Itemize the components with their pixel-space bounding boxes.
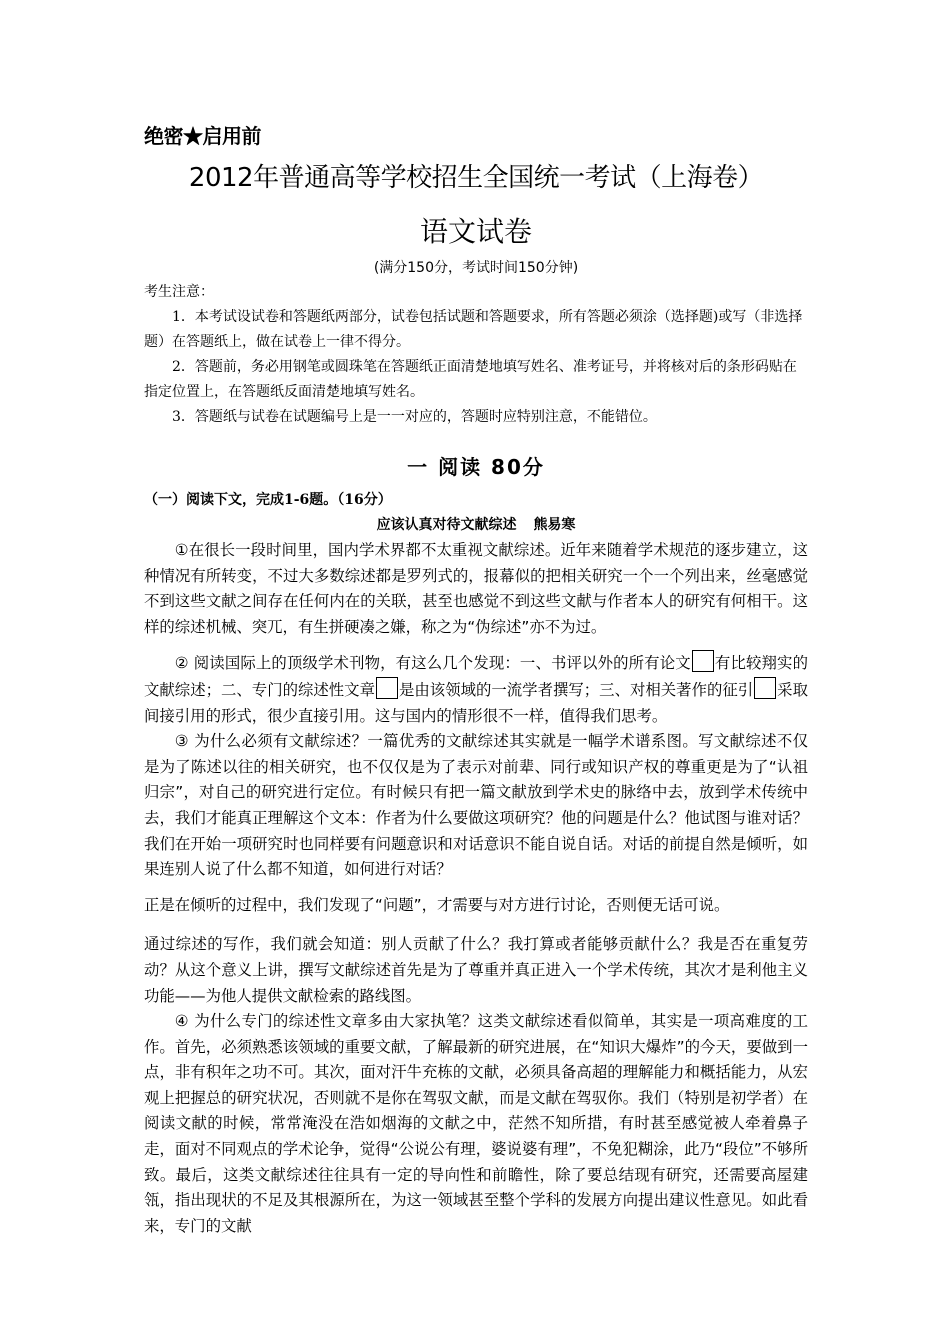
exam-page (144, 118, 808, 1239)
article-heading (144, 512, 808, 538)
exam-subtitle: 语文试卷 (419, 215, 532, 248)
question-heading: （一）阅读下文，完成1-6题。（16分） (144, 492, 392, 508)
article-author: 熊易寒 (533, 517, 576, 533)
score-time-note: (满分150分，考试时间150分钟) (373, 260, 579, 276)
paragraph-3: ③ 为什么必须有文献综述？一篇优秀的文献综述其实就是一幅学术谱系图。写文献综述不仅是为了陈述以往的相关研究，也不仅仅是为了表示对前辈、同行或知识产权的尊重更是为了“认祖归宗”，对自己的研究进行定位。有时候只有把一篇文献放到学术史的脉络中去，放到学术传统中去，我们才能真正理解这个文本：作者为什么要做这项研究？他的问题是什么？他试图与谁对话？我们在开始一项研究时也同样要有问题意识和对话意识不能自说自话。对话的前提自然是倾听，如果连别人说了什么都不知道，如何进行对话？ (144, 732, 808, 879)
confidential-label: 绝密★启用前 (144, 124, 261, 148)
answer-blank-box[interactable] (692, 650, 714, 672)
notice-item: 3．答题纸与试卷在试题编号上是一一对应的，答题时应特别注意，不能错位。 (172, 409, 657, 425)
answer-blank-box[interactable] (754, 677, 776, 699)
paragraph-2-part: ② 阅读国际上的顶级学术刊物，有这么几个发现：一、书评以外的所有论文 (174, 654, 691, 673)
section-title: 一 阅读 80分 (407, 455, 545, 479)
paragraph-2-part: 有比较翔实的文献综述；二、专门的综述性文章 (144, 654, 808, 699)
candidate-notice (144, 280, 808, 430)
paragraph-4: ④ 为什么专门的综述性文章多由大家执笔？这类文献综述看似简单，其实是一项高难度的工作。首先，必须熟悉该领域的重要文献，了解最新的研究进展，在“知识大爆炸”的今天，要做到一点，非有积年之功不可。其次，面对汗牛充栋的文献，必须具备高超的理解能力和概括能力，从宏观上把握总的研究状况，否则就不是你在驾驭文献，而是文献在驾驭你。我们（特别是初学者）在阅读文献的时候，常常淹没在浩如烟海的文献之中，茫然不知所措，有时甚至感觉被人牵着鼻子走，面对不同观点的学术论争，觉得“公说公有理，婆说婆有理”，不免犯糊涂，此乃“段位”不够所致。最后，这类文献综述往往具有一定的导向性和前瞻性，除了要总结现有研究，还需要高屋建瓴，指出现状的不足及其根源所在，为这一领域甚至整个学科的发展方向提出建议性意见。如此看来，专门的文献 (144, 1012, 808, 1235)
paragraph-2-part: 是由该领域的一流学者撰写；三、对相关著作的征引 (398, 680, 754, 699)
notice-item: 1．本考试设试卷和答题纸两部分，试卷包括试题和答题要求，所有答题必须涂（选择题)或写（非选择题）在答题纸上，做在试卷上一律不得分。 (144, 309, 803, 350)
paragraph-2-part: 采取间接引用的形式，很少直接引用。这与国内的情形很不一样，值得我们思考。 (144, 680, 808, 725)
paragraph-2 (144, 650, 808, 729)
article-title: 应该认真对待文献综述 (376, 517, 517, 533)
exam-title: 2012年普通高等学校招生全国统一考试（上海卷） (188, 163, 764, 193)
article-body (144, 538, 808, 1239)
paragraph-1: ①在很长一段时间里，国内学术界都不太重视文献综述。近年来随着学术规范的逐步建立，这种情况有所转变，不过大多数综述都是罗列式的，报幕似的把相关研究一个一个列出来，丝毫感觉不到这些文献之间存在任何内在的关联，甚至也感觉不到这些文献与作者本人的研究有何相干。这样的综述机械、突兀，有生拼硬凑之嫌，称之为“伪综述”亦不为过。 (144, 541, 808, 636)
answer-blank-box[interactable] (376, 677, 398, 699)
paragraph-3-continued: 正是在倾听的过程中，我们发现了“问题”，才需要与对方进行讨论，否则便无话可说。 (144, 895, 730, 914)
paragraph-3-conclusion: 通过综述的写作，我们就会知道：别人贡献了什么？我打算或者能够贡献什么？我是否在重复劳动？从这个意义上讲，撰写文献综述首先是为了尊重并真正进入一个学术传统，其次才是利他主义功能——为他人提供文献检索的路线图。 (144, 935, 808, 1005)
notice-heading: 考生注意： (144, 284, 214, 300)
notice-item: 2．答题前，务必用钢笔或圆珠笔在答题纸正面清楚地填写姓名、准考证号，并将核对后的条形码贴在指定位置上，在答题纸反面清楚地填写姓名。 (144, 359, 797, 400)
